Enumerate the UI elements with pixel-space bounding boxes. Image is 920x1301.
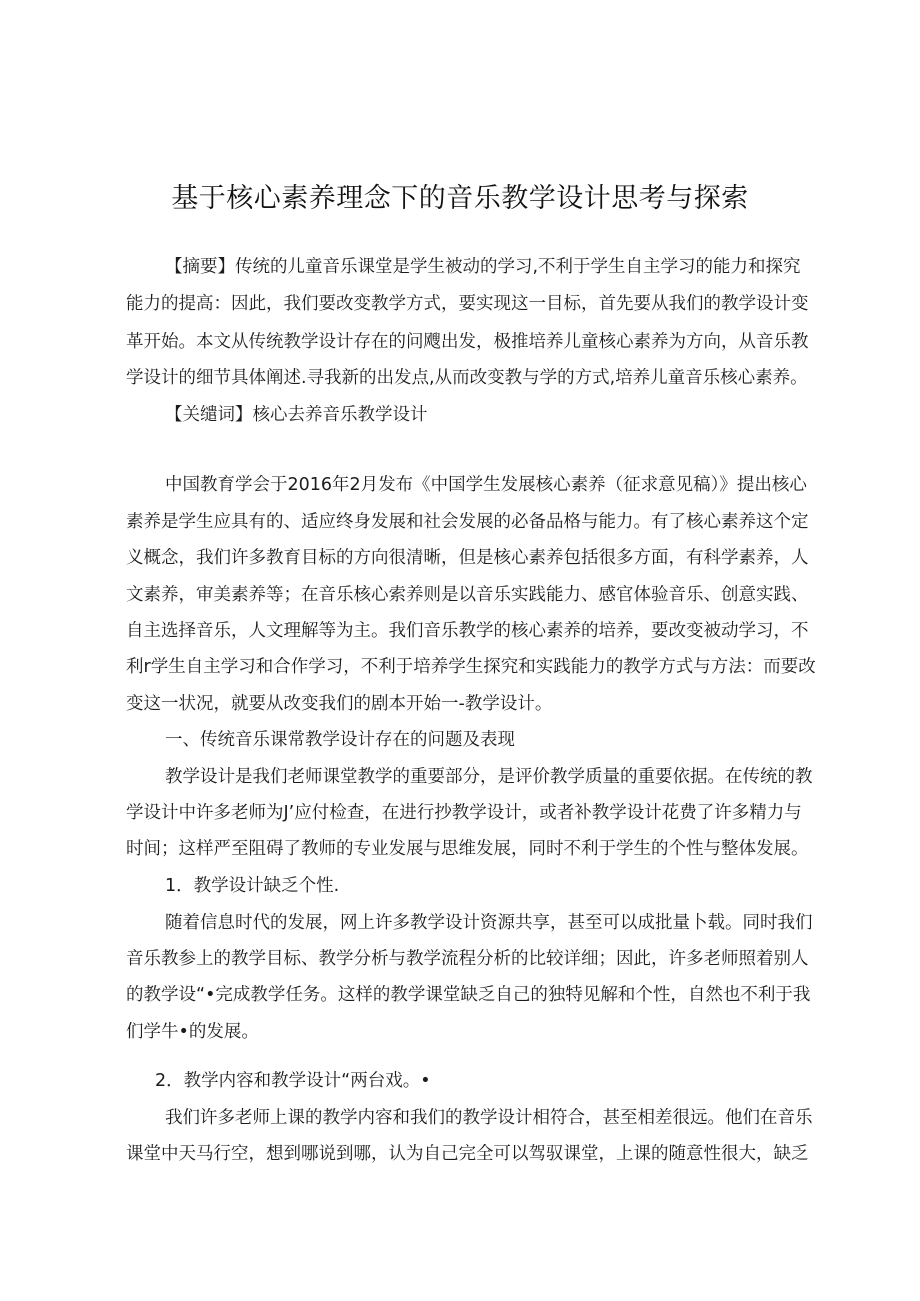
- document-title: 基于核心素养理念下的音乐教学设计思考与探索: [171, 183, 749, 214]
- body-line-1: 中国教育学会于2016年2月发布《中国学生发展核心素养（征求意见稿）》提出核心: [165, 475, 807, 495]
- body-line-12: 音乐教参上的教学目标、教学分析与教学流程分析的比较详细；因此，许多老师照着别人: [126, 949, 809, 969]
- body-line-13: 的教学设“•完成教学任务。这样的教学课堂缺乏自己的独特见解和个性，自然也不利于我: [126, 985, 811, 1005]
- section-heading-1: 一、传统音乐课常教学设计存在的问题及表现: [165, 730, 515, 750]
- body-line-2: 素养是学生应具有的、适应终身发展和社会发展的必备品格与能力。有了核心素养这个定: [126, 512, 809, 532]
- body-line-4: 文素养，审美素养等；在音乐核心索养则是以音乐实践能力、感官体验音乐、创意实践、: [126, 585, 809, 605]
- abstract-line-2: 能力的提高：因此，我们要改变教学方式，要实现这一目标，首先要从我们的教学设计变: [126, 294, 809, 314]
- body-line-11: 随着信息时代的发展，网上许多教学设计资源共享，甚至可以成批量卜载。同时我们: [165, 913, 813, 933]
- body-line-7: 变这一状况，就要从改变我们的剧本开始一-教学设计。: [126, 694, 553, 714]
- subheading-2: 2．教学内容和教学设计“两台戏。•: [155, 1071, 431, 1091]
- body-line-6: 利r学生自主学习和合作学习，不利于培养学生探究和实践能力的教学方式与方法：而要改: [126, 657, 816, 677]
- body-line-10: 时间；这样严至阻碍了教师的专业发展与思维发展，同时不利于学生的个性与整体发展。: [126, 839, 809, 859]
- body-line-9: 学设计中许多老师为J’应付检查，在进行抄教学设计，或者补教学设计花费了许多精力与: [126, 803, 802, 823]
- body-line-8: 教学设计是我们老师课堂教学的重要部分，是评价教学质量的重要依据。在传统的教: [165, 767, 813, 787]
- body-line-14: 们学牛•的发展。: [126, 1022, 259, 1042]
- body-line-3: 义概念，我们许多教育目标的方向很清晰，但是核心素养包括很多方面，有科学素养，人: [126, 548, 809, 568]
- body-line-16: 课堂中天马行空，想到哪说到哪，认为自己完全可以驾驭课堂，上课的随意性很大，缺乏: [126, 1144, 809, 1164]
- abstract-line-1: 【摘要】传统的儿童音乐课堂是学生被动的学习,不利于学生自主学习的能力和探究: [165, 257, 801, 277]
- abstract-line-4: 学设计的细节具体阐述.寻我新的出发点,从而改变教与学的方式,培养儿童音乐核心素养。: [126, 368, 808, 388]
- subheading-1: 1．教学设计缺乏个性.: [165, 876, 340, 896]
- keywords-line: 【关缱词】核心去养音乐教学设计: [165, 405, 428, 425]
- body-line-15: 我们许多老师上课的教学内容和我们的教学设计相符合，甚至相差很远。他们在音乐: [165, 1108, 813, 1128]
- abstract-line-3: 革开始。本文从传统教学设计存在的问飕出发，极推培养儿童核心素养为方向，从音乐教: [126, 332, 809, 352]
- body-line-5: 自主选择音乐，人文理解等为主。我们音乐教学的核心素养的培养，要改变被动学习，不: [126, 621, 809, 641]
